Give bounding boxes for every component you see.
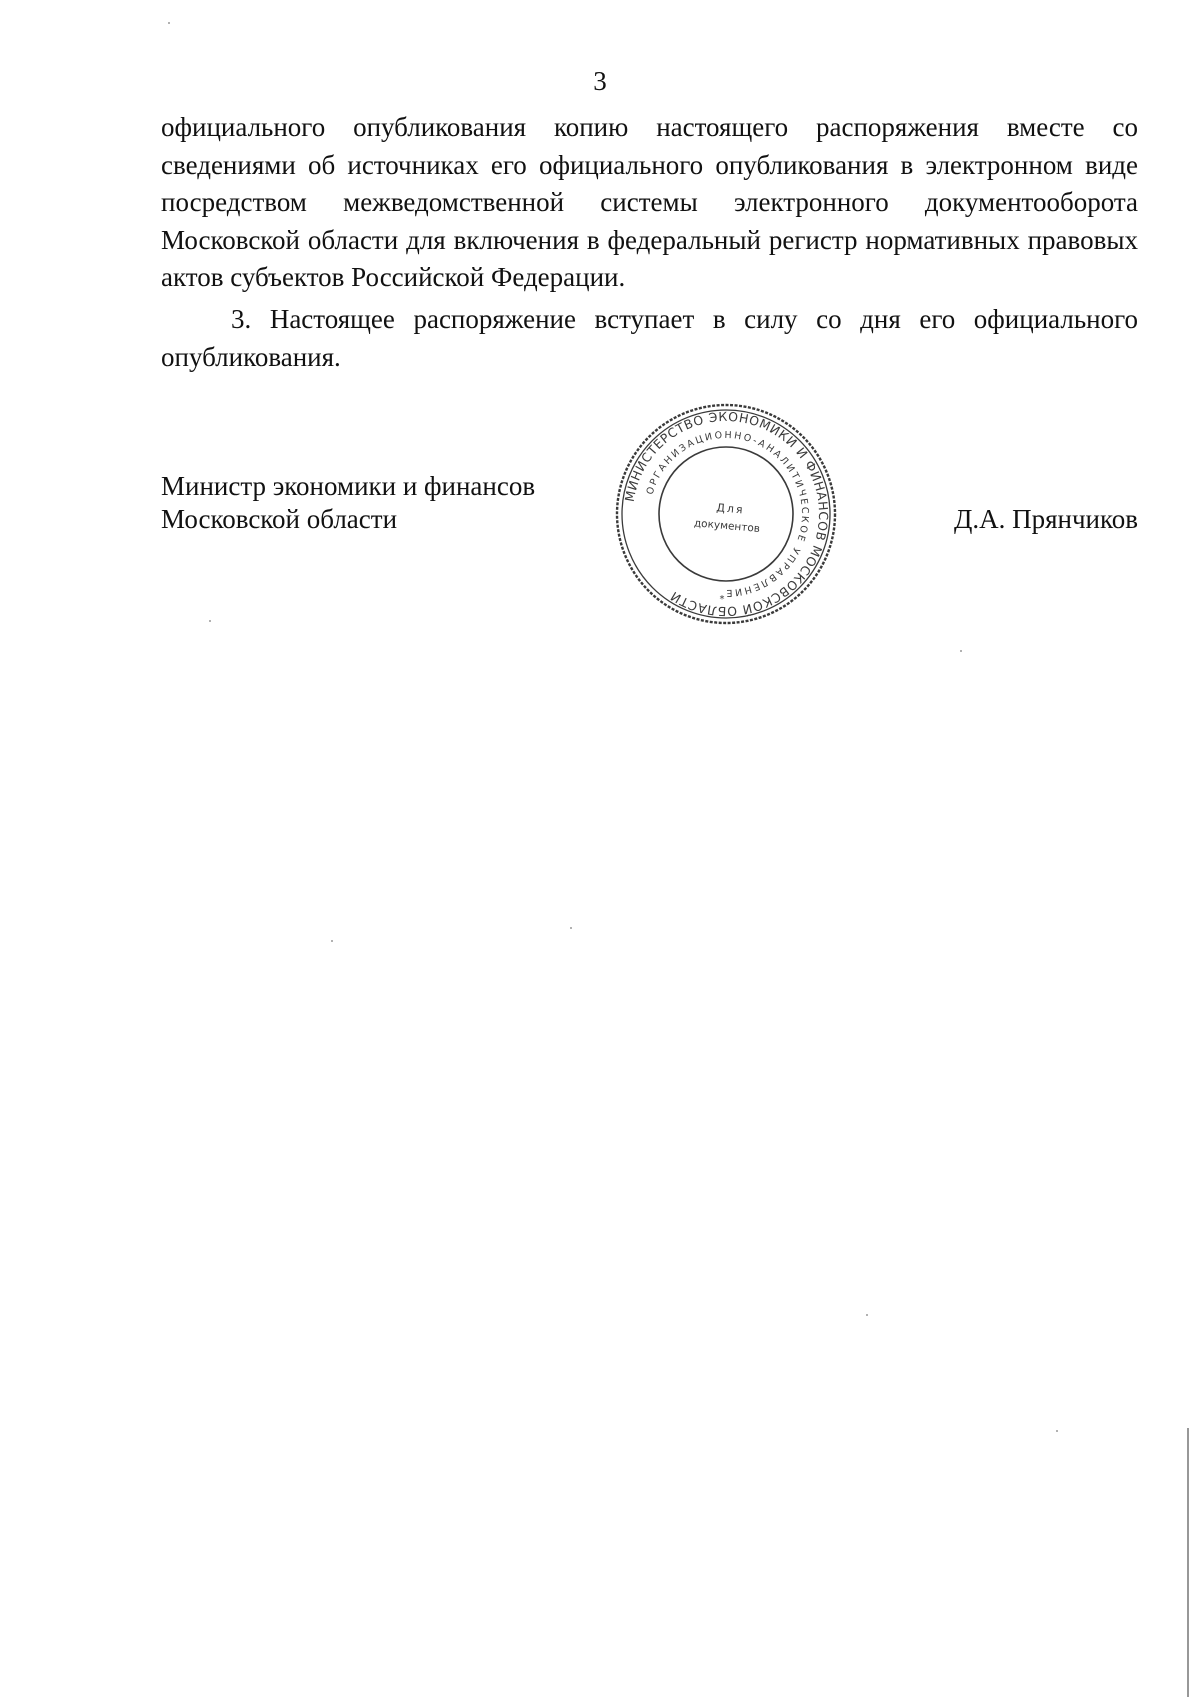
scan-speck [331,940,333,942]
scan-speck [168,22,170,24]
scan-speck [866,1314,868,1316]
signer-title-line-1: Министр экономики и финансов [161,471,536,501]
scan-speck [209,620,211,622]
seal-outer-text: МИНИСТЕРСТВО ЭКОНОМИКИ И ФИНАНСОВ МОСКОВСКОЙ ОБЛАСТИ [621,408,832,620]
page-number: 3 [593,66,607,96]
signer-title-line-2: Московской области [161,504,398,534]
paragraph-continuation: официального опубликования копию настоящего распоряжения вместе со сведениями об источниках его официального опубликования в электронном виде посредством межведомственной системы электронного документооборота Московской области для включения в федеральный регистр нормативных правовых актов субъектов Российской Федерации. [161,112,1138,293]
signer-title [161,470,535,536]
scan-edge-line [1187,1428,1189,1697]
paragraph-clause-3: 3. Настоящее распоряжение вступает в силу со дня его официального опубликования. [161,303,1138,372]
signer-name: Д.А. Прянчиков [953,504,1138,534]
seal-star-icon: * [719,594,725,605]
seal-inner-text: ОРГАНИЗАЦИОННО-АНАЛИТИЧЕСКОЕ УПРАВЛЕНИЕ [644,429,811,599]
scan-speck [1056,1430,1058,1432]
scan-speck [570,927,572,929]
seal-center-line-2: документов [693,517,761,535]
scan-speck [960,650,962,652]
seal-center-line-1: Для [715,501,746,517]
official-seal [612,400,840,628]
document-body [161,109,1138,376]
